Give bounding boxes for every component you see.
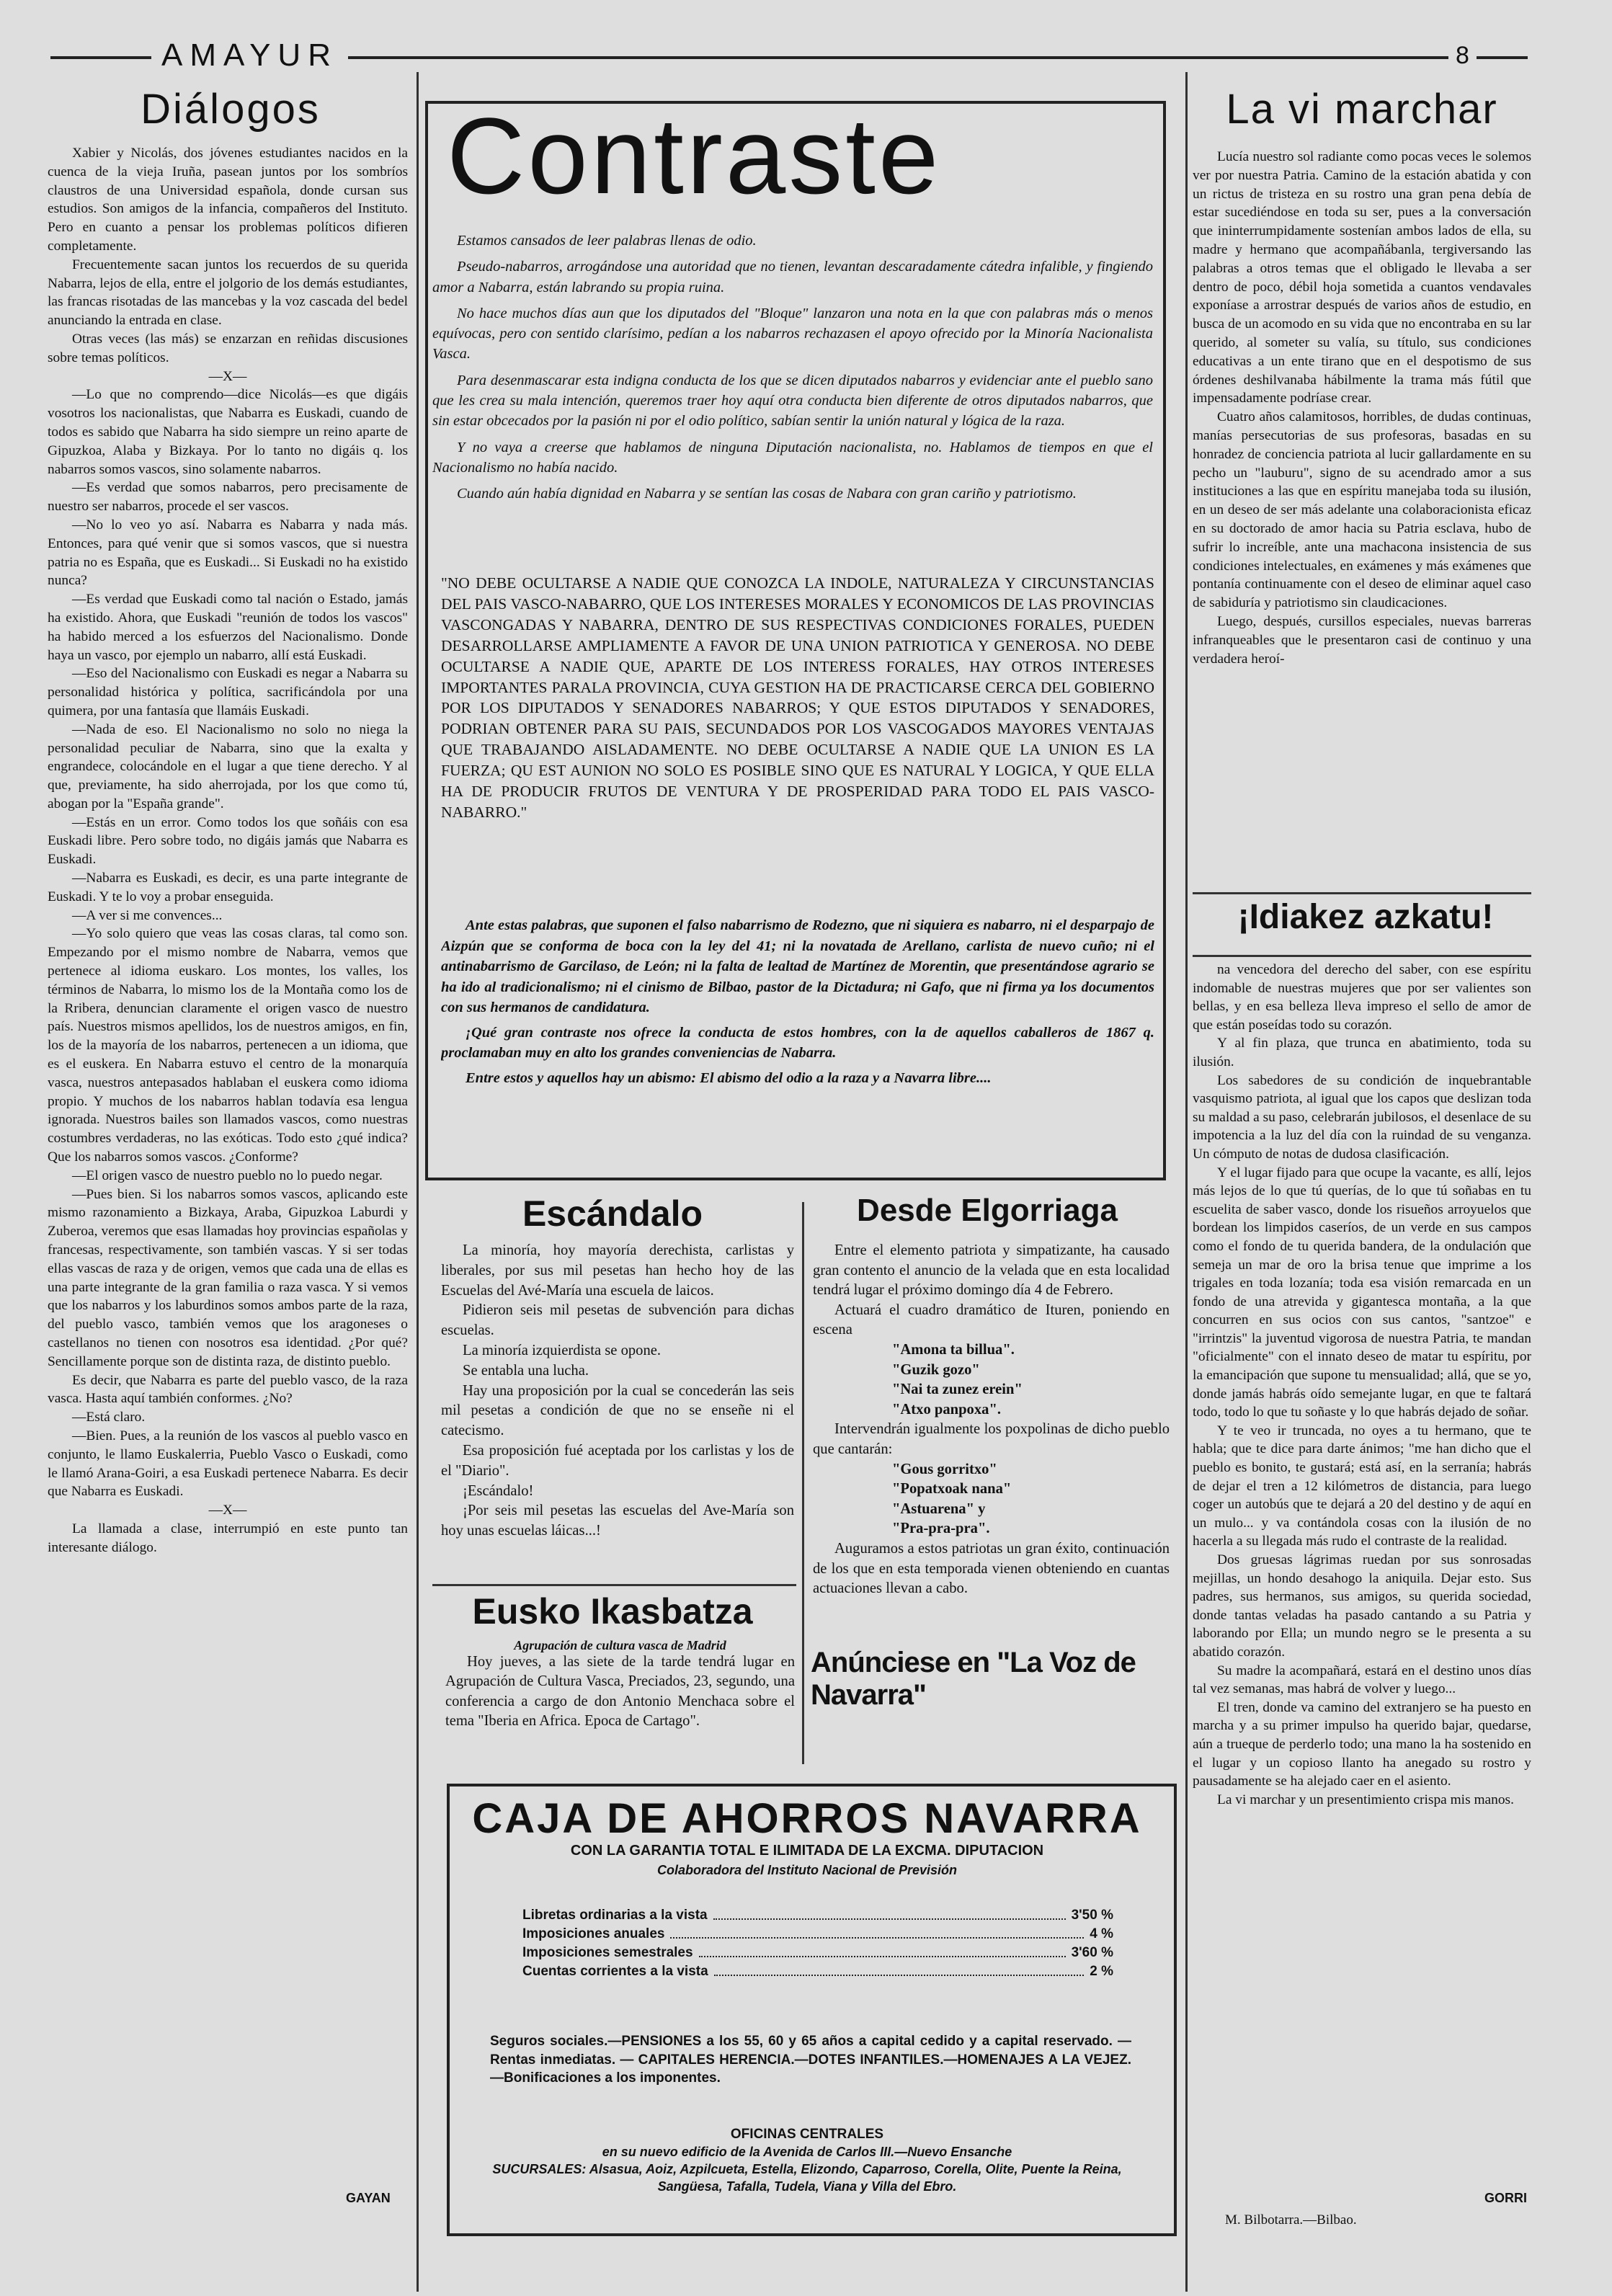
rate-leader xyxy=(714,1962,1085,1976)
paragraph: Cuando aún había dignidad en Nabarra y se sentían las cosas de Nabara con gran cariño y patriotismo. xyxy=(457,486,1077,502)
rate-label: Imposiciones semestrales xyxy=(522,1945,693,1960)
offices-branches: SUCURSALES: Alsasua, Aoiz, Azpilcueta, Estella, Elizondo, Caparroso, Corella, Olite, Puente la Reina, Sangüesa, Tafalla, Tudela, Viana y Villa del Ebro. xyxy=(492,2162,1122,2194)
paragraph: Cuatro años calamitosos, horribles, de dudas continuas, manías persecutorias de sus profesoras, basadas en su honradez de conciencia patriota al lucir gallardamente en su pecho un "lauburu", signo de su acendrado amor a sus instituciones a las que en espíritu manejaba toda su ilusión, en un deseo de ser más adelante una colaboracionista eficaz en su doctorado de amor hacia su Patria esclava, hubo de sufrir lo increíble, ante una machacona insistencia de sus condiciones intelectuales, en exámenes y más exámenes que pontanía continuamente con el deseo de eliminar aquel caso de sabiduría y patriotismo sin claudicaciones. xyxy=(1193,409,1531,611)
offices-title: OFICINAS CENTRALES xyxy=(730,2127,884,2142)
paragraph: Auguramos a estos patriotas un gran éxito, continuación de los que en esta temporada vienen obteniendo en cuantas actuaciones llevan a cabo. xyxy=(813,1540,1170,1597)
escandalo-body xyxy=(441,1241,794,1587)
paragraph: Otras veces (las más) se enzarzan en reñidas discusiones sobre temas políticos. xyxy=(48,331,408,365)
paragraph: Para desenmascarar esta indigna conducta de los que se dicen diputados nabarros y evidenciar ante el pueblo sano que les crea su mala intención, queremos traer hoy aquí otra conducta bien diferente de otros diputados nabarros, que sin estar obcecados por la pasión ni por el odio político, sabían sentir la unión natural y lógica de la raza. xyxy=(432,372,1153,430)
elgorriaga-title: Desde Elgorriaga xyxy=(857,1193,1118,1228)
play-title: "Gous gorritxo" xyxy=(892,1461,997,1477)
ikasbatza-title: Eusko Ikasbatza xyxy=(472,1591,753,1632)
paragraph: —Estás en un error. Como todos los que soñáis con esa Euskadi libre. Pero sobre todo, no digáis jamás que Nabarra es Euskadi. xyxy=(48,814,408,868)
contraste-closing xyxy=(441,915,1154,1093)
paragraph: —Nada de eso. El Nacionalismo no solo no niega la personalidad peculiar de Nabarra, sino que la exalta y engrandece, colocándole en el lugar a que tiene derecho. Y al que, previamente, ha sido aherrojada, por los que como tú, abogan por la "España grande". xyxy=(48,721,408,811)
paragraph: Xabier y Nicolás, dos jóvenes estudiantes nacidos en la cuenca de la vieja Iruña, pasean juntos por los sombríos claustros de una Universidad española, donde cursan sus estudios. Son amigos de la infancia, compañeros del Instituto. Pero en cuanto a pensar los problemas políticos difieren completamente. xyxy=(48,146,408,254)
paragraph: Y al fin plaza, que trunca en abatimiento, toda su ilusión. xyxy=(1193,1036,1531,1069)
idiakez-body xyxy=(1193,961,1531,2186)
play-title: "Amona ta billua". xyxy=(892,1341,1015,1358)
caja-offices xyxy=(476,2126,1139,2195)
dialogos-body xyxy=(48,144,408,2184)
section-rule xyxy=(1193,892,1531,894)
paragraph: ¡Por seis mil pesetas las escuelas del Ave-María son hoy unas escuelas láicas...! xyxy=(441,1503,794,1539)
paragraph: —Eso del Nacionalismo con Euskadi es negar a Nabarra su personalidad histórica y política, sacrificándola por una quimera, por una fantasía que llamáis Euskadi. xyxy=(48,666,408,718)
caja-subtitle: CON LA GARANTIA TOTAL E ILIMITADA DE LA EXCMA. DIPUTACION xyxy=(570,1843,1044,1859)
paragraph: na vencedora del derecho del saber, con ese espíritu indomable de nuestras mujeres que por ser valientes son bellas, y en esa belleza lleva impreso el sello de amor de que están poseídas todo su corazón. xyxy=(1193,962,1531,1033)
escandalo-title: Escándalo xyxy=(522,1193,703,1234)
paragraph: —Es verdad que Euskadi como tal nación o Estado, jamás ha existido. Ahora, que Euskadi "reunión de todos los vascos" ha habido merced a los esfuerzos del Nacionalismo. Donde haya un vasco, por ejemplo un nabarro, allí está Euskadi. xyxy=(48,592,408,663)
play-title: "Astuarena" y xyxy=(892,1500,986,1517)
rate-value: 4 % xyxy=(1090,1926,1113,1941)
paragraph: —Yo solo quiero que veas las cosas claras, tal como son. Empezando por el mismo nombre de Nabarra, vemos que pertenece al idioma euskaro. Los montes, los valles, los términos de Nabarra, lo mismo los de la Montaña como los de la Rribera, denuncian claramente el origen vasco de nuestro país. Nuestros mismos apellidos, los de nuestros amigos, en fin, los de la mayoría de los nabarros, pertenecen a un idioma, que es el euskera. En Nabarra estuvo el centro de la monarquía vasca, nuestros antepasados hablaban el euskera como idioma propio. Y muchos de los nabarros hablan todavía esa lengua ignorada. Nuestros bailes son llamados vascos, como nuestras costumbres verdaderas, no las exóticas. Todo esto ¿qué indica? Que los nabarros somos vascos. ¿Conforme? xyxy=(48,926,408,1165)
elgorriaga-body xyxy=(813,1241,1170,1645)
play-title: "Guzik gozo" xyxy=(892,1361,980,1378)
paragraph: Los sabedores de su condición de inquebrantable vasquismo patriota, al igual que los capos que deslizan toda su maldad a su paso, celebrarán jubilosos, el desenlace de su impotencia a la luz del día con la ruindad de su venganza. Un cómputo de notas de dudosa clasificación. xyxy=(1193,1072,1531,1162)
rate-label: Libretas ordinarias a la vista xyxy=(522,1908,708,1923)
section-rule xyxy=(432,1584,796,1586)
paragraph: Entre el elemento patriota y simpatizante, ha causado gran contento el anuncio de la velada que en esta localidad tendrá lugar el próximo domingo día 4 de Febrero. xyxy=(813,1242,1170,1299)
advert-banner: Anúnciese en "La Voz de Navarra" xyxy=(811,1647,1136,1711)
masthead: AMAYUR xyxy=(151,37,348,74)
marchar-title: La vi marchar xyxy=(1226,86,1498,133)
play-title: "Pra-pra-pra". xyxy=(892,1521,990,1537)
rate-label: Cuentas corrientes a la vista xyxy=(522,1964,708,1979)
paragraph: Y el lugar fijado para que ocupe la vacante, es allí, lejos más lejos de lo que tú querías, de lo que tú soñabas en tu escuelita de saber vasco, donde los risueños arroyuelos que bordean los limpidos caseríos, de un verde en sus campos como el fondo de tu querida bandera, de la ondulación que semeja un mar de oro la brisa tenue que imprime a los trigales en toda lozanía; toda esa visión remarcada en un fondo de una atrevida y gigantesca montaña, a la que concurren en sus ocios con sus cantos, "santzoe" e "irrintzis" la juventud vigorosa de nuestra Patria, te mandan "oficialmente" con el innato deseo de matar tu espíritu, por la emancipación que supone tu mensualidad; allá, que se yo, donde jamás habrás oído semejante lugar, en que te faltará todo, todo lo que tu soñaste y lo que habrás dejado de soñar. xyxy=(1193,1165,1531,1420)
paragraph: Entre estos y aquellos hay un abismo: El abismo del odio a la raza y a Navarra libre.... xyxy=(466,1069,992,1086)
play-title: "Atxo panpoxa". xyxy=(892,1401,1002,1418)
paragraph: Dos gruesas lágrimas ruedan por sus sonrosadas mejillas, un hondo desahogo la aniquila. Dejar esto. Sus padres, sus hermanos, sus amigos, su querida sociedad, donde tantas veladas ha pasado cantando a su Patria y laborando por Ella; un mundo negro se le presenta a su abatido corazón. xyxy=(1193,1552,1531,1660)
idiakez-title: ¡Idiakez azkatu! xyxy=(1237,898,1494,936)
paragraph: Pidieron seis mil pesetas de subvención para dichas escuelas. xyxy=(441,1302,794,1339)
paragraph: Actuará el cuadro dramático de Ituren, poniendo en escena xyxy=(813,1301,1170,1338)
paragraph: Hay una proposición por la cual se concederán las seis mil pesetas a condición de que no se enseñe ni el catecismo. xyxy=(441,1382,794,1439)
paragraph: —Está claro. xyxy=(72,1410,146,1425)
caja-services: Seguros sociales.—PENSIONES a los 55, 60 y 65 años a capital cedido y a capital reservado. — Rentas inmediatas. — CAPITALES HERENCIA.—DOTES INFANTILES.—HOMENAJES A LA VEJEZ.—Bonificaciones a los imponentes. xyxy=(490,2034,1131,2086)
ikasbatza-subtitle: Agrupación de cultura vasca de Madrid xyxy=(514,1638,726,1652)
column-divider xyxy=(417,72,419,2292)
paragraph: Es decir, que Nabarra es parte del pueblo vasco, de la raza vasca. Hasta aquí también conformes. ¿No? xyxy=(48,1372,408,1407)
rate-leader xyxy=(699,1944,1066,1957)
paragraph: Lucía nuestro sol radiante como pocas veces le solemos ver por nuestra Patria. Camino de la estación abatida y con un rictus de tristeza en su rostro una gran pena debía de estar sucediéndose en toda su ser, pues a la conversación que ininterrumpidamente sostenían ambos lados de ella, su madre y hermano que acompañábanla, tergiversando las palabras a otros temas que el obligado le llevaba a ser dentro de poco, débil hoja sometida a cuantos vendavales exponíase a arrostrar después de varios años de estudio, en busca de un acomodo en su vida que no encontraba en su lar querido, al someter su valía, su título, sus condiciones educativas a un ente tirano que en el despotismo de sus órdenes deshilvanaba hábilmente la trama más fútil que impensadamente podríase crear. xyxy=(1193,149,1531,406)
rate-row xyxy=(522,1962,1113,1981)
paragraph: —Pues bien. Si los nabarros somos vascos, aplicando este mismo razonamiento a Bizkaya, Araba, Gipuzkoa Laburdi y Zuberoa, veremos que esas llamadas hoy provincias españolas y francesas, respectivamente, son también vascas. Y si ser todas ellas vascas de raza y de origen, vemos que cada una de ellas es una parte integrante de la gran familia o raza vasca. Y si vemos que los nabarros y los laburdinos somos ambos parte de la raza, del pueblo vasco, también vemos que los aragoneses o castellanos no tienen con nosotros esa identidad. ¿Por qué? Sencillamente porque son de distinta raza, de distinto pueblo. xyxy=(48,1186,408,1369)
play-title: "Popatxoak nana" xyxy=(892,1481,1012,1498)
paragraph: Estamos cansados de leer palabras llenas de odio. xyxy=(457,233,757,249)
paragraph: Y no vaya a creerse que hablamos de ninguna Diputación nacionalista, no. Hablamos de tiempos en que el Nacionalismo no había nacido. xyxy=(432,439,1153,476)
page-number: 8 xyxy=(1448,42,1477,70)
rate-value: 2 % xyxy=(1090,1964,1113,1979)
contraste-quote: "NO DEBE OCULTARSE A NADIE QUE CONOZCA LA INDOLE, NATURALEZA Y CIRCUNSTANCIAS DEL PAIS VASCO-NABARRO, QUE LOS INTERESES MORALES Y ECONOMICOS DE LAS PROVINCIAS VASCONGADAS Y NABARRA, DENTRO DE SUS RESPECTIVAS CONDICIONES FORALES, PUEDEN DESARROLLARSE AMPLIAMENTE A FAVOR DE UNA UNION PATRIOTICA Y GENEROSA. NO DEBE OCULTARSE A NADIE QUE, APARTE DE LOS INTERESS FORALES, HAY OTROS INTERESES IMPORTANTES PARALA PROVINCIA, CUYA GESTION HA DE PRACTICARSE CERCA DEL GOBIERNO POR LOS DIPUTADOS Y SENADORES NABARROS; Y QUE ESTOS DIPUTADOS Y SENADORES, PODRIAN OBTENER PARA SU PAIS, SECUNDADOS POR LOS VASCOGADOS MAYORES VENTAJAS QUE TRABAJANDO AISLADAMENTE. NO DEBE OCULTARSE A NADIE QUE LA UNION ES LA FUERZA; QU EST AUNION NO SOLO ES POSIBLE SINO QUE ES NATURAL Y LOGICA, Y QUE ELLA HA DE PRODUCIR FRUTOS DE VENTURA Y DE PROSPERIDAD PARA TODO EL PAIS VASCO-NABARRO." xyxy=(441,574,1154,821)
rate-leader xyxy=(713,1906,1066,1920)
rate-leader xyxy=(670,1925,1084,1939)
paragraph: Luego, después, cursillos especiales, nuevas barreras infranqueables que le presentaron casi de continuo y una verdadera heroí- xyxy=(1193,613,1531,667)
column-divider xyxy=(802,1202,804,1764)
paragraph: No hace muchos días aun que los diputados del "Bloque" lanzaron una nota en la que con palabras más o menos equívocas, pero con sentido clarísimo, pedían a los nabarros rechazasen el apoyo ofrecido por la Minoría Nacionalista Vasca. xyxy=(432,305,1153,362)
paragraph: La llamada a clase, interrumpió en este punto tan interesante diálogo. xyxy=(48,1521,408,1555)
rate-label: Imposiciones anuales xyxy=(522,1926,665,1941)
paragraph: ¡Qué gran contraste nos ofrece la conducta de estos hombres, con la de aquellos caballeros de 1867 q. proclamaban muy en alto los grandes conveniencias de Nabarra. xyxy=(441,1024,1154,1061)
paragraph: Se entabla una lucha. xyxy=(463,1362,589,1379)
paragraph: Y te veo ir truncada, no oyes a tu hermano, que te habla; que te dice para darte ánimos; "me han dicho que el pueblo es bonito, te gustará; está así, en la serranía; habrás de dejar el tren a 12 kilómetros de distancia, para luego coger un autobús que te dejará a 20 del destino y de aquí en un mulo... y va contándola cosas con la ilusión de no hacerla a su llegada más rudo el contraste de la realidad. xyxy=(1193,1423,1531,1549)
rate-value: 3'60 % xyxy=(1071,1945,1113,1960)
paragraph: Pseudo-nabarros, arrogándose una autoridad que no tienen, levantan descaradamente cátedra infalible, y fingiendo amor a Nabarra, están labrando su propia ruina. xyxy=(432,259,1153,295)
rate-row xyxy=(522,1906,1113,1925)
paragraph: ¡Escándalo! xyxy=(463,1482,534,1499)
paragraph: —Bien. Pues, a la reunión de los vascos al pueblo vasco en conjunto, le llamo Euskalerria, Pueblo Vasco o Euskadi, como le llamó Arana-Goiri, a esa Euskadi pertenece Nabarra. Es decir que Nabarra es Euskadi. xyxy=(48,1428,408,1500)
section-rule xyxy=(1193,955,1531,957)
contraste-intro xyxy=(432,231,1153,510)
play-title: "Nai ta zunez erein" xyxy=(892,1381,1023,1398)
dialogos-signature: GAYAN xyxy=(346,2191,391,2205)
rate-row xyxy=(522,1925,1113,1944)
paragraph: Su madre la acompañará, estará en el destino unos días tal vez semanas, mas habrá de volver y luego... xyxy=(1193,1663,1531,1697)
idiakez-signature: GORRI xyxy=(1484,2191,1528,2205)
dialogos-title: Diálogos xyxy=(141,86,321,133)
rates-table xyxy=(522,1906,1113,1981)
paragraph: La minoría izquierdista se opone. xyxy=(463,1342,662,1358)
paragraph: —Lo que no comprendo—dice Nicolás—es que digáis vosotros los nacionalistas, que Nabarra es Euskadi, cuando de todos es sabido que Nabarra ha sido siempre un reino aparte de Gipuzkoa, Alaba y Bizkaya. Por lo tanto no digáis q. los nabarros somos vascos, sino solamente nabarros. xyxy=(48,387,408,477)
marchar-body xyxy=(1193,148,1531,890)
paragraph: Ante estas palabras, que suponen el falso nabarrismo de Rodezno, que ni siquiera es nabarro, ni el desparpajo de Aizpún que se conforma de boca con la ley del 41; ni la novatada de Arellano, carlista de nuevo cuño; ni el antinabarrismo de Garcilaso, de León; ni la falta de lealtad de Martínez de Morentin, que presentándose agrario se ha ido al tradicionalismo; ni el cinismo de Bilbao, pastor de la Dictadura; ni Gafo, que ni firma ya los documentos con sus hermanos de candidatura. xyxy=(441,917,1154,1015)
paragraph: —X— xyxy=(208,1503,247,1518)
caja-subtitle-2: Colaboradora del Instituto Nacional de Previsión xyxy=(656,1863,958,1877)
caja-title: CAJA DE AHORROS NAVARRA xyxy=(472,1795,1142,1842)
column-divider xyxy=(1185,72,1188,2292)
idiakez-location: M. Bilbotarra.—Bilbao. xyxy=(1225,2212,1357,2228)
paragraph: —A ver si me convences... xyxy=(72,907,223,923)
paragraph: Intervendrán igualmente los poxpolinas de dicho pueblo que cantarán: xyxy=(813,1421,1170,1457)
paragraph: —No lo veo yo así. Nabarra es Nabarra y nada más. Entonces, para qué venir que si somos vascos, que si nuestra patria no es España, que es Euskadi... Si Euskadi no ha existido nunca? xyxy=(48,517,408,589)
paragraph: Frecuentemente sacan juntos los recuerdos de su querida Nabarra, lejos de ella, entre el jolgorio de los demás estudiantes, las francas risotadas de las mancebas y la voz cascada del bedel anunciando la entrada en clase. xyxy=(48,257,408,329)
paragraph: —X— xyxy=(208,368,247,384)
ikasbatza-body: Hoy jueves, a las siete de la tarde tendrá lugar en Agrupación de Cultura Vasca, Preciados, 23, segundo, una conferencia a cargo de don Antonio Menchaca sobre el tema "Iberia en Africa. Epoca de Cartago". xyxy=(445,1654,795,1730)
paragraph: —El origen vasco de nuestro pueblo no lo puedo negar. xyxy=(72,1167,383,1183)
paragraph: El tren, donde va camino del extranjero se ha puesto en marcha y a su primer impulso ha querido bajar, quedarse, aún a trueque de perderlo todo; una mano la ha sostenido en el lugar y un copioso llanto ha anegado su rostro y pausadamente se ha alejado caer en el asiento. xyxy=(1193,1699,1531,1789)
rate-value: 3'50 % xyxy=(1071,1908,1113,1923)
rate-row xyxy=(522,1944,1113,1962)
paragraph: —Nabarra es Euskadi, es decir, es una parte integrante de Euskadi. Y te lo voy a probar enseguida. xyxy=(48,871,408,904)
paragraph: La vi marchar y un presentimiento crispa mis manos. xyxy=(1217,1792,1514,1807)
paragraph: —Es verdad que somos nabarros, pero precisamente de nuestro ser nabarros, procede el ser vascos. xyxy=(48,480,408,515)
offices-address: en su nuevo edificio de la Avenida de Carlos III.—Nuevo Ensanche xyxy=(602,2145,1012,2159)
contraste-title: Contraste xyxy=(447,95,942,216)
paragraph: La minoría, hoy mayoría derechista, carlistas y liberales, por sus mil pesetas han hecho hoy de las Escuelas del Avé-María una escuela de laicos. xyxy=(441,1242,794,1299)
paragraph: Esa proposición fué aceptada por los carlistas y los de el "Diario". xyxy=(441,1442,794,1479)
